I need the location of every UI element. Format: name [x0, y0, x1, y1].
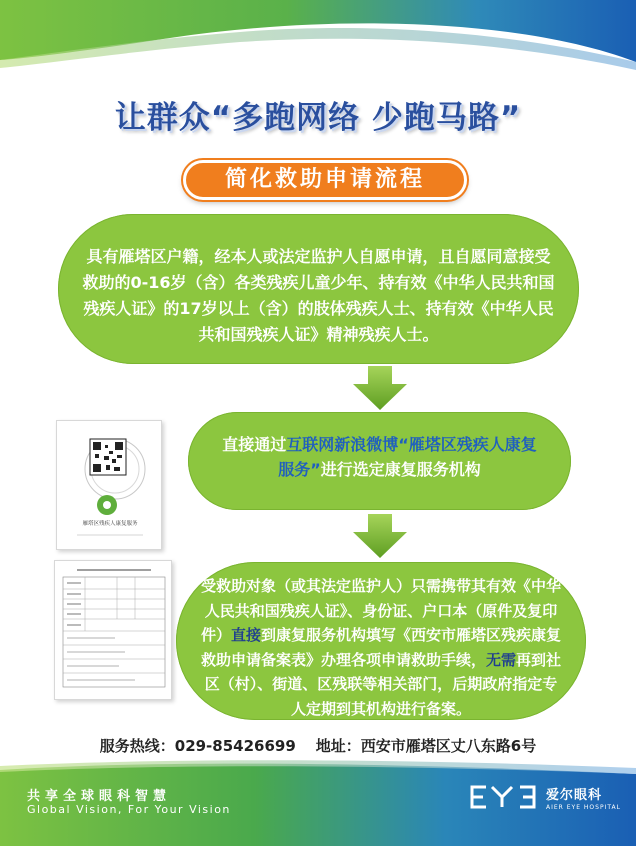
brand-logo: [470, 782, 621, 812]
aier-logo-icon: [470, 785, 540, 809]
qr-code-icon: [57, 421, 163, 551]
top-decorative-band: [0, 0, 636, 80]
step2-text-b: 进行选定康复服务机构: [320, 460, 481, 479]
contact-line: [0, 735, 636, 756]
down-arrow-icon: [353, 514, 407, 558]
step2-text-a: 直接通过: [222, 435, 287, 454]
step3-text-c: 再到社区（村）、街道、区残联等相关部门，后期政府指定专人定期到其机构进行备案。: [204, 650, 562, 718]
step2-box: [188, 412, 571, 510]
footer-slogan-en: Global Vision, For Your Vision: [27, 803, 231, 816]
step1-box: [58, 214, 579, 364]
step3-direct-emphasis: 直接: [230, 626, 261, 644]
step3-text-a: 受救助对象（或其法定监护人）只需携带其有效《中华人民共和国残疾人证》、身份证、户口本（原件及复印件）: [200, 577, 561, 644]
main-title: 让群众“多跑网络 少跑马路”: [114, 100, 522, 136]
process-heading: 简化救助申请流程: [183, 160, 467, 200]
step3-text-b: 到康复服务机构填写《西安市雁塔区残疾康复救助申请备案表》办理各项申请救助手续，: [200, 626, 562, 669]
svg-text:雁塔区残疾人康复服务: 雁塔区残疾人康复服务: [82, 521, 138, 527]
form-document-icon: [55, 561, 173, 701]
application-form-card: [54, 560, 172, 700]
footer-slogan-cn: 共享全球眼科智慧: [27, 789, 172, 804]
qr-code-card: [56, 420, 162, 550]
step1-text: 具有雁塔区户籍，经本人或法定监护人自愿申请，且自愿同意接受救助的0-16岁（含）各类残疾儿童少年、持有效《中华人民共和国残疾人证》的17岁以上（含）的肢体残疾人士、持有效《中华人民共和国残疾人证》精神残疾人士。: [82, 247, 555, 344]
step2-account-name: “雁塔区残疾人康复服务”: [278, 435, 537, 479]
step2-weibo-link: 互联网新浪微博: [286, 435, 399, 454]
brand-name-en: AIER EYE HOSPITAL: [546, 803, 621, 811]
address: 地址：西安市雁塔区丈八东路6号: [315, 737, 537, 755]
brand-name-cn: 爱尔眼科: [546, 787, 603, 803]
step3-box: [176, 562, 586, 720]
service-hotline: 服务热线：029-85426699: [99, 737, 296, 755]
step3-no-need-emphasis: 无需: [485, 650, 516, 669]
down-arrow-icon: [353, 366, 407, 410]
